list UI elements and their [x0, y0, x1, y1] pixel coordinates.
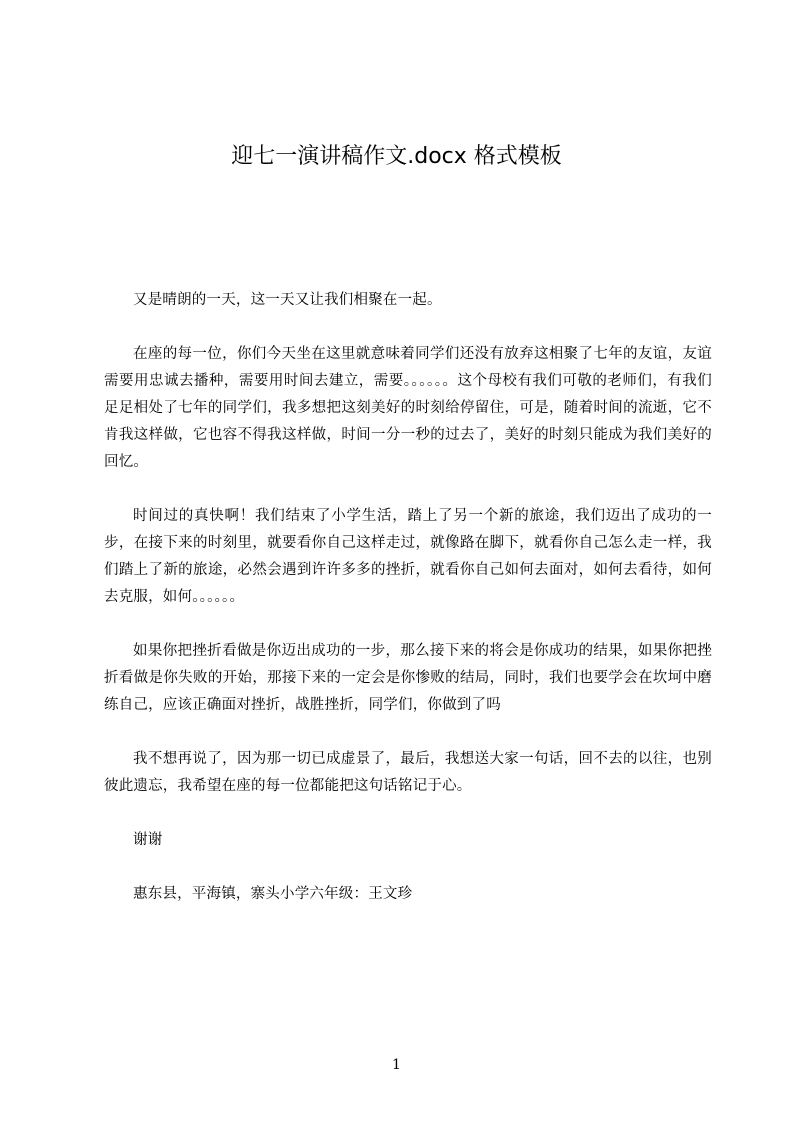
document-body [104, 287, 712, 935]
paragraph-friendship: 在座的每一位，你们今天坐在这里就意味着同学们还没有放弃这相聚了七年的友谊，友谊需要用忠诚去播种，需要用时间去建立，需要。。。。。。这个母校有我们可敬的老师们，有我们足足相处了七年的同学们，我多想把这刻美好的时刻给停留住，可是，随着时间的流逝，它不肯我这样做，它也容不得我这样做，时间一分一秒的过去了，美好的时刻只能成为我们美好的回忆。 [104, 346, 712, 470]
document-title: 迎七一演讲稿作文.docx 格式模板 [231, 144, 562, 169]
paragraph-setbacks: 如果你把挫折看做是你迈出成功的一步，那么接下来的将会是你成功的结果，如果你把挫折看做是你失败的开始，那接下来的一定会是你惨败的结局，同时，我们也要学会在坎坷中磨练自己，应该正确面对挫折，战胜挫折，同学们，你做到了吗 [104, 643, 712, 713]
page-number: 1 [392, 1057, 401, 1073]
paragraph-signature: 惠东县，平海镇，寨头小学六年级：王文珍 [133, 886, 413, 902]
paragraph-closing: 我不想再说了，因为那一切已成虚景了，最后，我想送大家一句话，回不去的以往，也别彼此遗忘，我希望在座的每一位都能把这句话铭记于心。 [104, 751, 712, 794]
paragraph-new-journey: 时间过的真快啊！我们结束了小学生活，踏上了另一个新的旅途，我们迈出了成功的一步，在接下来的时刻里，就要看你自己这样走过，就像路在脚下，就看你自己怎么走一样，我们踏上了新的旅途，必然会遇到许许多多的挫折，就看你自己如何去面对，如何去看待，如何去克服，如何。。。。。。 [104, 508, 712, 605]
paragraph-thanks: 谢谢 [133, 832, 163, 848]
paragraph-greeting: 又是晴朗的一天，这一天又让我们相聚在一起。 [133, 292, 442, 308]
